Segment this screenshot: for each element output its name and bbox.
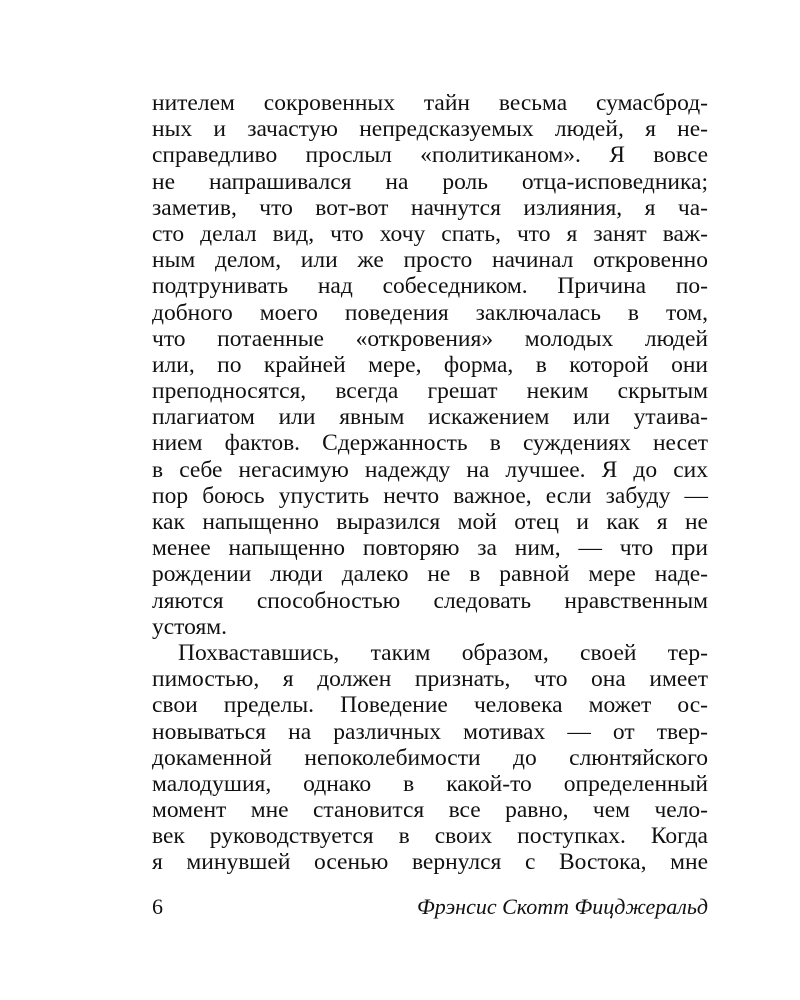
text-line: как напыщенно выразился мой отец и как я не: [152, 509, 708, 535]
text-line: плагиатом или явным искажением или утаива-: [152, 404, 708, 431]
page-number: 6: [152, 894, 163, 919]
text-line: пор боюсь упустить нечто важное, если забуду —: [152, 482, 708, 509]
text-line: что потаенные «откровения» молодых людей: [152, 325, 708, 352]
text-line: сто делал вид, что хочу спать, что я занят важ-: [152, 220, 708, 247]
text-line: докаменной непоколебимости до слюнтяйского: [152, 744, 708, 771]
paragraph-1: [152, 90, 708, 640]
text-line: менее напыщенно повторяю за ним, — что при: [152, 535, 708, 562]
text-line: ляются способностью следовать нравственным: [152, 587, 708, 614]
text-line: преподносятся, всегда грешат неким скрытым: [152, 378, 708, 405]
text-line: я минувшей осенью вернулся с Востока, мне: [152, 849, 708, 876]
text-line: добного моего поведения заключалась в том,: [152, 299, 708, 326]
text-line: пимостью, я должен признать, что она имеет: [152, 666, 708, 693]
text-line: в себе негасимую надежду на лучшее. Я до сих: [152, 456, 708, 483]
text-line: справедливо прослыл «политиканом». Я вовсе: [152, 142, 708, 169]
text-line: или, по крайней мере, форма, в которой они: [152, 351, 708, 378]
text-line: ным делом, или же просто начинал откровенно: [152, 247, 708, 274]
text-line: малодушия, однако в какой-то определенный: [152, 770, 708, 797]
text-line: ных и зачастую непредсказуемых людей, я не-: [152, 116, 708, 143]
text-line: свои пределы. Поведение человека может ос-: [152, 692, 708, 719]
running-footer-author: Фрэнсис Скотт Фицджеральд: [417, 894, 708, 919]
text-line: не напрашивался на роль отца-исповедника;: [152, 168, 708, 195]
text-line: нителем сокровенных тайн весьма сумасброд-: [152, 90, 708, 116]
text-line: заметив, что вот-вот начнутся излияния, я ча-: [152, 194, 708, 221]
text-line: век руководствуется в своих поступках. Когда: [152, 823, 708, 850]
text-line: устоям.: [152, 613, 227, 640]
body-text: [152, 90, 708, 876]
text-line: подтрунивать над собеседником. Причина по-: [152, 273, 708, 300]
text-line: момент мне становится все равно, чем чело-: [152, 797, 708, 824]
paragraph-2: [152, 640, 708, 876]
text-line: Похваставшись, таким образом, своей тер-: [178, 639, 708, 666]
text-line: рождении люди далеко не в равной мере наде-: [152, 561, 708, 588]
text-line: новываться на различных мотивах — от твер-: [152, 718, 708, 745]
text-line: нием фактов. Сдержанность в суждениях несет: [152, 430, 708, 457]
